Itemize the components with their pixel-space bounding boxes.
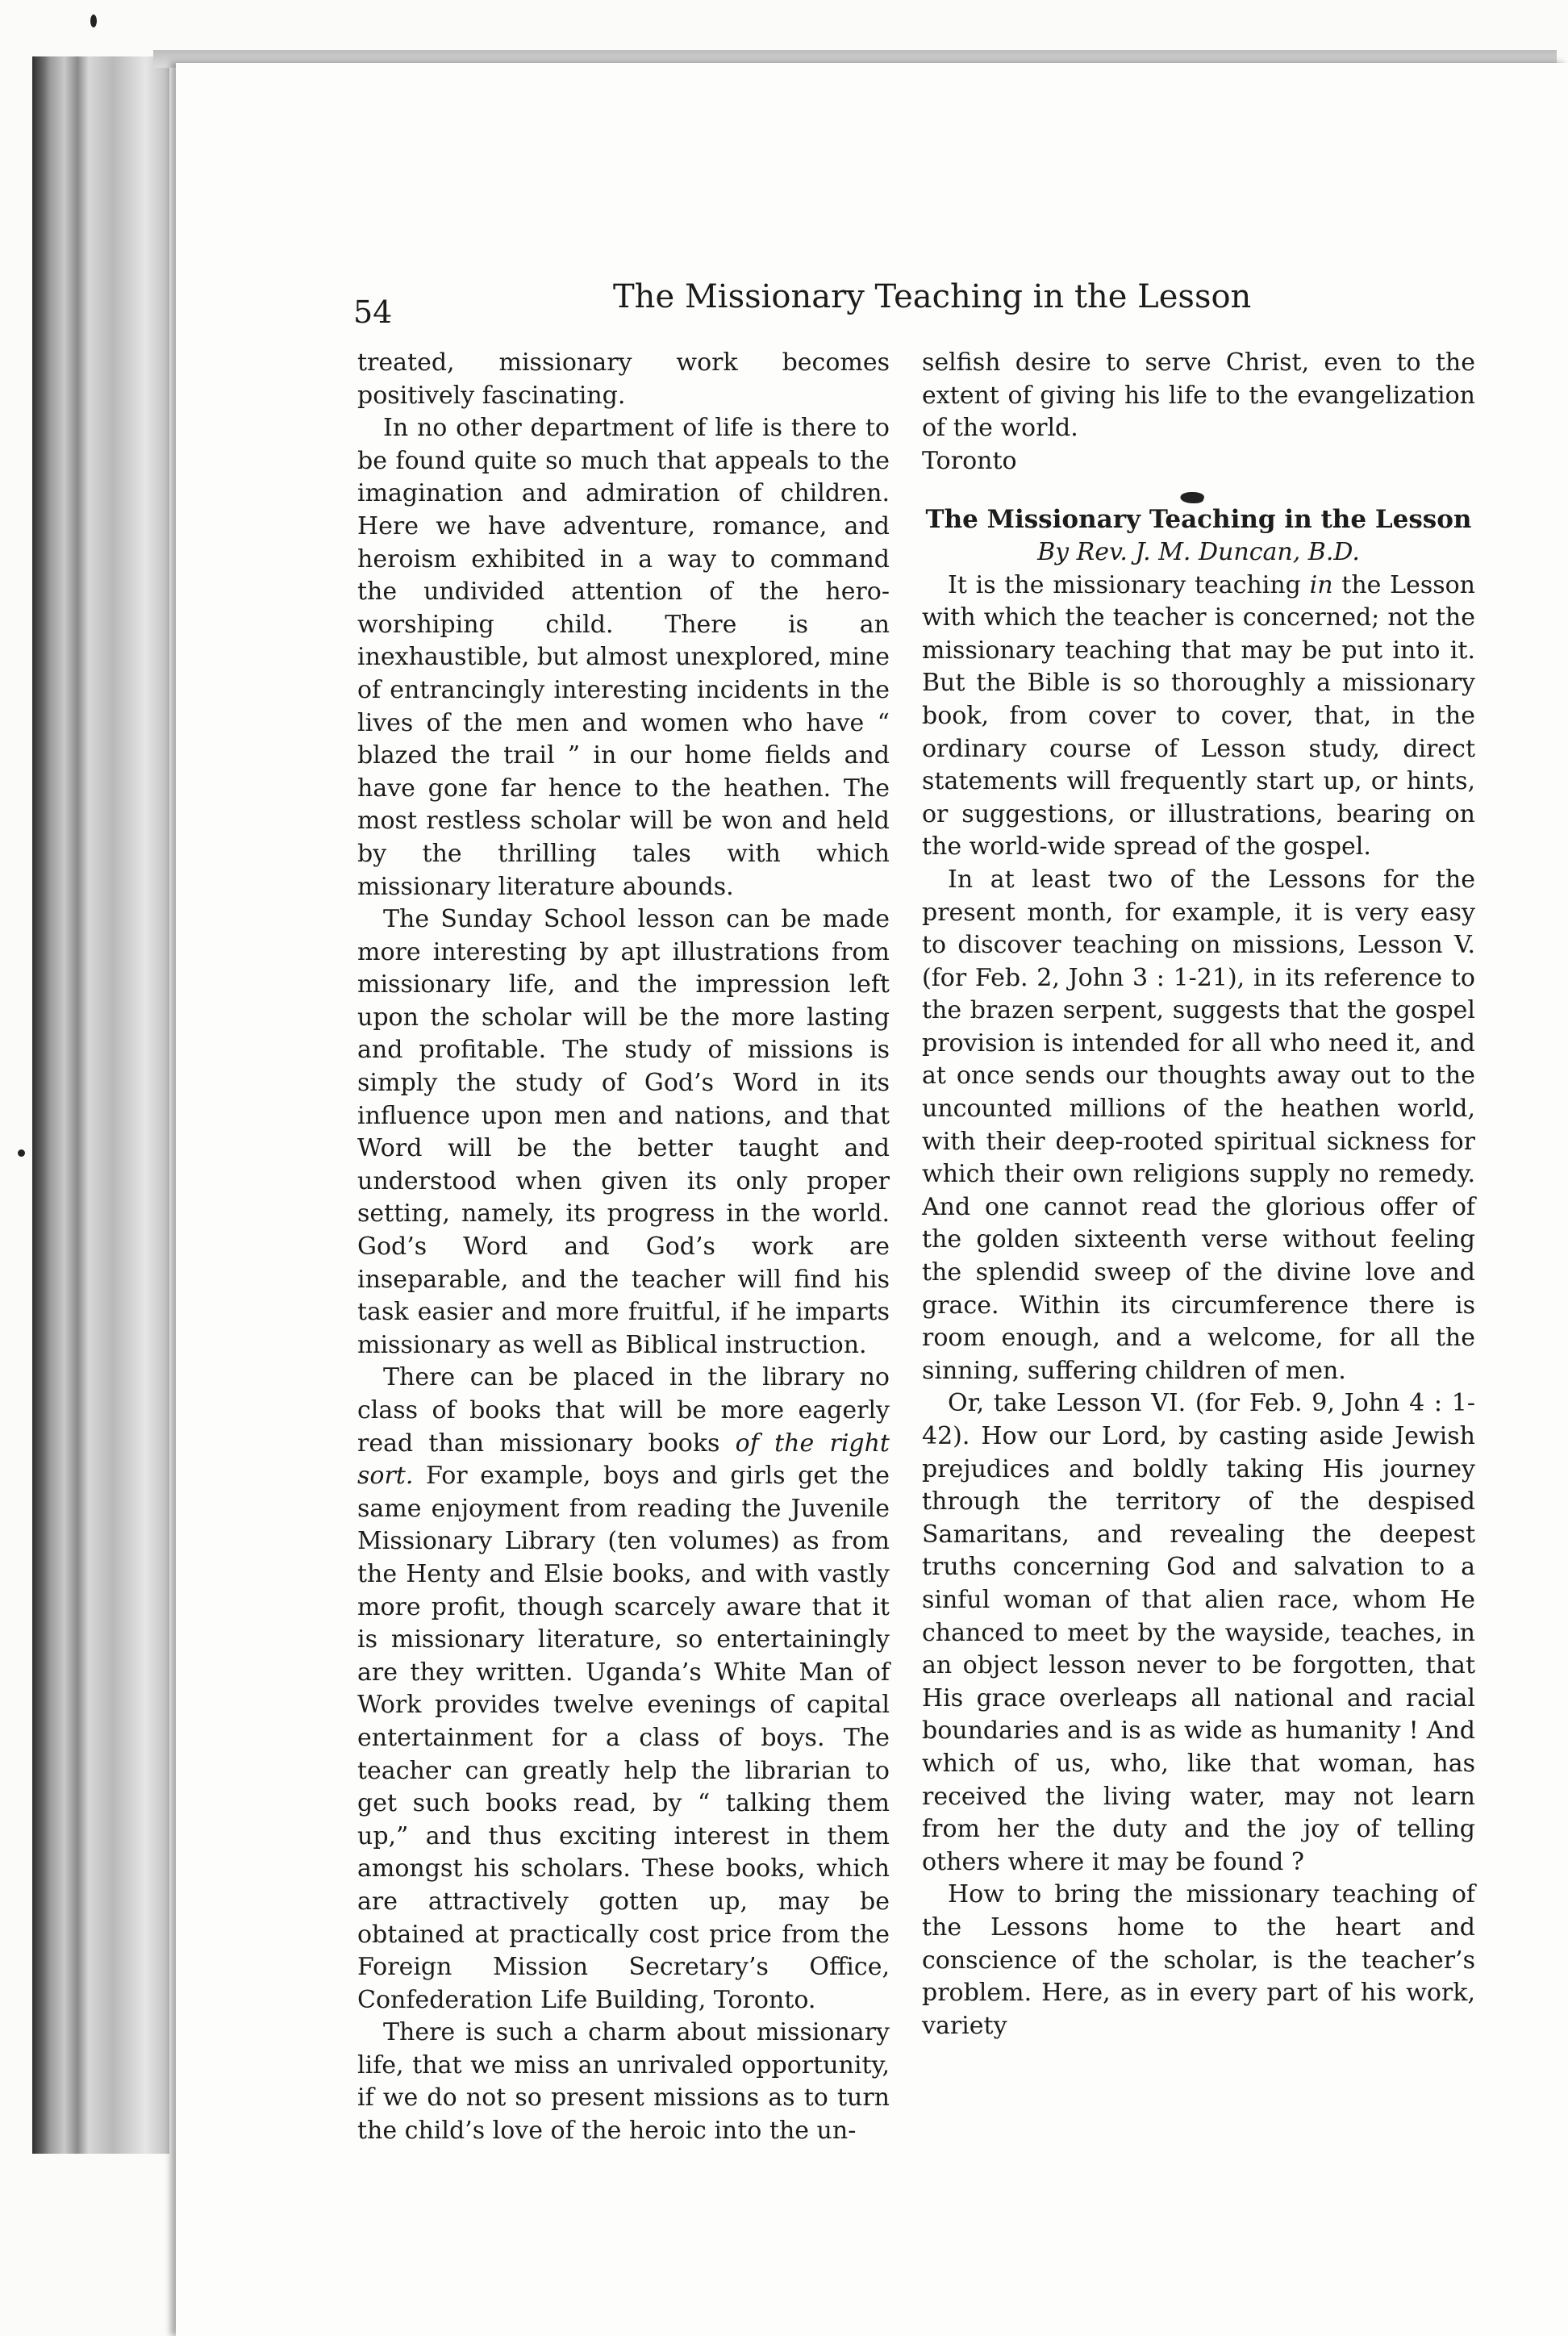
scan-speck [90, 15, 97, 27]
paragraph: In at least two of the Lessons for the present month, for example, it is very easy to discover teaching on missions, Lesson V. (for Feb. 2, John 3 : 1-21), in its reference to the brazen serpent, suggests that the gospel provision is intended for all who need it, and at once sends our thoughts away out to the uncounted millions of the heathen world, with their deep-rooted spiritual sickness for which their own religions supply no remedy. And one cannot read the glorious offer of the golden sixteenth verse without feeling the splendid sweep of the divine love and grace. Within its circumference there is room enough, and a welcome, for all the sinning, suffering children of men. [922, 865, 1475, 1385]
left-column [357, 347, 890, 2148]
paragraph: treated, missionary work becomes positively fascinating. [357, 348, 890, 410]
paragraph-text: For example, boys and girls get the same enjoyment from reading the Juvenile Missionary Library (ten volumes) as from the Henty and Elsie books, and with vastly more profit, though scarcely aware that it is missionary literature, so entertainingly are they written. Uganda’s White Man of Work provides twelve evenings of capital entertainment for a class of boys. The teacher can greatly help the librarian to get such books read, by “ talking them up,” and thus exciting interest in them amongst his scholars. These books, which are attractively gotten up, may be obtained at practically cost price from the Foreign Mission Secretary’s Office, Confederation Life Building, Toronto. [357, 1462, 890, 2014]
paragraph: How to bring the missionary teaching of the Lessons home to the heart and conscience of the scholar, is the teacher’s problem. Here, as in every part of his work, variety [922, 1880, 1475, 2040]
paragraph-text: There can be placed in the library no class of books that will be more eagerly read than missionary books [357, 1363, 890, 1458]
emphasis-text: of the right sort. [357, 1429, 890, 1491]
section-separator-ornament [1178, 492, 1206, 503]
right-column [922, 347, 1475, 2042]
byline: By Rev. J. M. Duncan, B.D. [1037, 537, 1360, 566]
paragraph: Or, take Lesson VI. (for Feb. 9, John 4 : 1-42). How our Lord, by casting aside Jewish prejudices and boldly taking His journey through the territory of the despised Samaritans, and revealing the deepest truths concerning God and salvation to a sinful woman of that alien race, whom He chanced to meet by the wayside, teaches, in an object lesson never to be forgotten, that His grace overleaps all national and racial boundaries and is as wide as humanity ! And which of us, who, like that woman, has received the living water, may not learn from her the duty and the joy of telling others where it may be found ? [922, 1389, 1475, 1876]
scan-speck [18, 1149, 25, 1157]
paragraph [357, 1362, 890, 2017]
signoff-location: Toronto [922, 446, 1017, 475]
page-number: 54 [353, 294, 393, 330]
book-edge [32, 56, 169, 2154]
paragraph [922, 569, 1475, 864]
article-title: The Missionary Teaching in the Lesson [925, 505, 1472, 535]
paragraph: selfish desire to serve Christ, even to the extent of giving his life to the evangelization of the world. [922, 348, 1475, 443]
paragraph-text: It is the missionary teaching [948, 570, 1310, 599]
paragraph: In no other department of life is there to be found quite so much that appeals to the imagination and admiration of children. Here we have adventure, romance, and heroism exhibited in a way to command the undivided attention of the hero-worshiping child. There is an inexhaustible, but almost unexplored, mine of entrancingly interesting incidents in the lives of the men and women who have “ blazed the trail ” in our home fields and have gone far hence to the heathen. The most restless scholar will be won and held by the thrilling tales with which missionary literature abounds. [357, 414, 890, 901]
running-title: The Missionary Teaching in the Lesson [613, 278, 1252, 315]
paragraph-text: the Lesson with which the teacher is concerned; not the missionary teaching that may be put into it. But the Bible is so thoroughly a missionary book, from cover to cover, that, in the ordinary course of Lesson study, direct statements will frequently start up, or hints, or suggestions, or illustrations, bearing on the world-wide spread of the gospel. [922, 570, 1475, 861]
paragraph: There is such a charm about missionary life, that we miss an unrivaled opportunity, if we do not so present missions as to turn the child’s love of the heroic into the un- [357, 2018, 890, 2146]
paragraph: The Sunday School lesson can be made more interesting by apt illustrations from missionary life, and the impression left upon the scholar will be the more lasting and profitable. The study of missions is simply the study of God’s Word in its influence upon men and nations, and that Word will be the better taught and understood when given its only proper setting, namely, its progress in the world. God’s Word and God’s work are inseparable, and the teacher will find his task easier and more fruitful, if he imparts missionary as well as Biblical instruction. [357, 905, 890, 1359]
emphasis-text: in [1309, 570, 1333, 599]
